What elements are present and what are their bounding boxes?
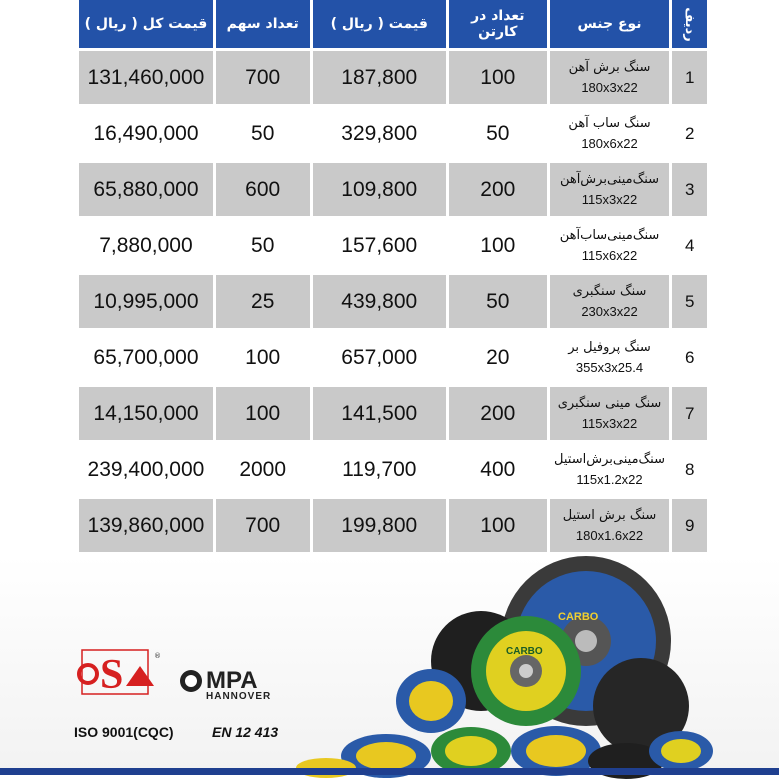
cell-index: 1 [672, 51, 707, 104]
cell-share-qty: 100 [216, 331, 310, 384]
svg-text:®: ® [154, 652, 161, 660]
cell-type [550, 443, 670, 496]
table-body [79, 51, 707, 552]
product-name: سنگ برش استیل [562, 507, 657, 523]
cell-index: 4 [672, 219, 707, 272]
cell-index: 9 [672, 499, 707, 552]
cell-per-carton: 20 [449, 331, 547, 384]
table-row [79, 499, 707, 552]
cell-type [550, 219, 670, 272]
header-share-qty: تعداد سهم [216, 0, 310, 48]
table-row [79, 331, 707, 384]
price-table [76, 0, 710, 555]
cell-type [550, 163, 670, 216]
cell-type [550, 51, 670, 104]
header-price: قیمت ( ریال ) [313, 0, 447, 48]
product-size: 180x1.6x22 [575, 527, 644, 543]
product-name: سنگ برش آهن [568, 59, 651, 75]
cell-type [550, 275, 670, 328]
cell-per-carton: 50 [449, 107, 547, 160]
cell-type [550, 499, 670, 552]
cell-per-carton: 50 [449, 275, 547, 328]
table-row [79, 107, 707, 160]
cell-total: 14,150,000 [79, 387, 213, 440]
product-size: 115x3x22 [581, 415, 638, 431]
cell-index: 7 [672, 387, 707, 440]
cell-total: 16,490,000 [79, 107, 213, 160]
cell-price: 157,600 [313, 219, 447, 272]
cell-type [550, 387, 670, 440]
product-size: 115x3x22 [581, 191, 638, 207]
product-size: 115x6x22 [581, 247, 638, 263]
mpa-hannover-logo [178, 665, 288, 705]
product-name: سنگ‌مینی‌ساب‌آهن [559, 227, 660, 243]
cell-share-qty: 50 [216, 107, 310, 160]
cell-price: 141,500 [313, 387, 447, 440]
cutting-discs-image [296, 556, 716, 775]
cell-index: 6 [672, 331, 707, 384]
mpa-text: MPA [206, 667, 258, 694]
product-name: سنگ مینی سنگبری [557, 395, 662, 411]
svg-text:S: S [100, 652, 124, 698]
header-total: قیمت کل ( ریال ) [79, 0, 213, 48]
cell-index: 5 [672, 275, 707, 328]
cell-per-carton: 400 [449, 443, 547, 496]
product-name: سنگ‌مینی‌برش‌استیل [554, 451, 665, 467]
cell-per-carton: 200 [449, 387, 547, 440]
product-size: 180x3x22 [581, 79, 638, 95]
cell-share-qty: 50 [216, 219, 310, 272]
product-size: 180x6x22 [581, 135, 638, 151]
cell-price: 199,800 [313, 499, 447, 552]
cell-total: 131,460,000 [79, 51, 213, 104]
cell-price: 439,800 [313, 275, 447, 328]
cell-total: 239,400,000 [79, 443, 213, 496]
header-row-index: ردیف [672, 0, 707, 48]
cell-per-carton: 100 [449, 499, 547, 552]
product-size: 115x1.2x22 [576, 471, 643, 487]
cell-total: 65,880,000 [79, 163, 213, 216]
mpa-sub-text: HANNOVER [206, 691, 272, 702]
table-row [79, 219, 707, 272]
table-row [79, 275, 707, 328]
product-name: سنگ ساب آهن [568, 115, 651, 131]
product-name: سنگ سنگبری [572, 283, 647, 299]
cell-total: 10,995,000 [79, 275, 213, 328]
table-header-row [79, 0, 707, 48]
cell-total: 7,880,000 [79, 219, 213, 272]
cell-share-qty: 600 [216, 163, 310, 216]
cell-total: 139,860,000 [79, 499, 213, 552]
product-name: سنگ‌مینی‌برش‌آهن [559, 171, 660, 187]
cell-price: 329,800 [313, 107, 447, 160]
svg-text:CARBO: CARBO [558, 611, 599, 623]
product-name: سنگ پروفیل بر [568, 339, 651, 355]
cell-price: 187,800 [313, 51, 447, 104]
svg-text:CARBO: CARBO [506, 646, 543, 657]
table-row [79, 51, 707, 104]
cell-share-qty: 700 [216, 51, 310, 104]
header-type: نوع جنس [550, 0, 670, 48]
iso-certification: ISO 9001(CQC) [74, 724, 174, 740]
cell-price: 119,700 [313, 443, 447, 496]
cell-total: 65,700,000 [79, 331, 213, 384]
cell-per-carton: 100 [449, 219, 547, 272]
cell-share-qty: 25 [216, 275, 310, 328]
table-row [79, 387, 707, 440]
bottom-blue-bar [0, 768, 779, 775]
cell-type [550, 331, 670, 384]
cell-per-carton: 100 [449, 51, 547, 104]
cell-index: 3 [672, 163, 707, 216]
cell-index: 2 [672, 107, 707, 160]
cell-share-qty: 700 [216, 499, 310, 552]
cell-per-carton: 200 [449, 163, 547, 216]
product-size: 230x3x22 [581, 303, 638, 319]
cell-share-qty: 100 [216, 387, 310, 440]
cell-price: 109,800 [313, 163, 447, 216]
cell-type [550, 107, 670, 160]
price-table-container [76, 0, 710, 555]
product-size: 355x3x25.4 [575, 359, 644, 375]
table-row [79, 443, 707, 496]
osa-logo [74, 648, 160, 696]
cell-index: 8 [672, 443, 707, 496]
header-per-carton: تعداد در کارتن [449, 0, 547, 48]
table-row [79, 163, 707, 216]
cell-price: 657,000 [313, 331, 447, 384]
cell-share-qty: 2000 [216, 443, 310, 496]
en-standard: EN 12 413 [212, 724, 279, 740]
